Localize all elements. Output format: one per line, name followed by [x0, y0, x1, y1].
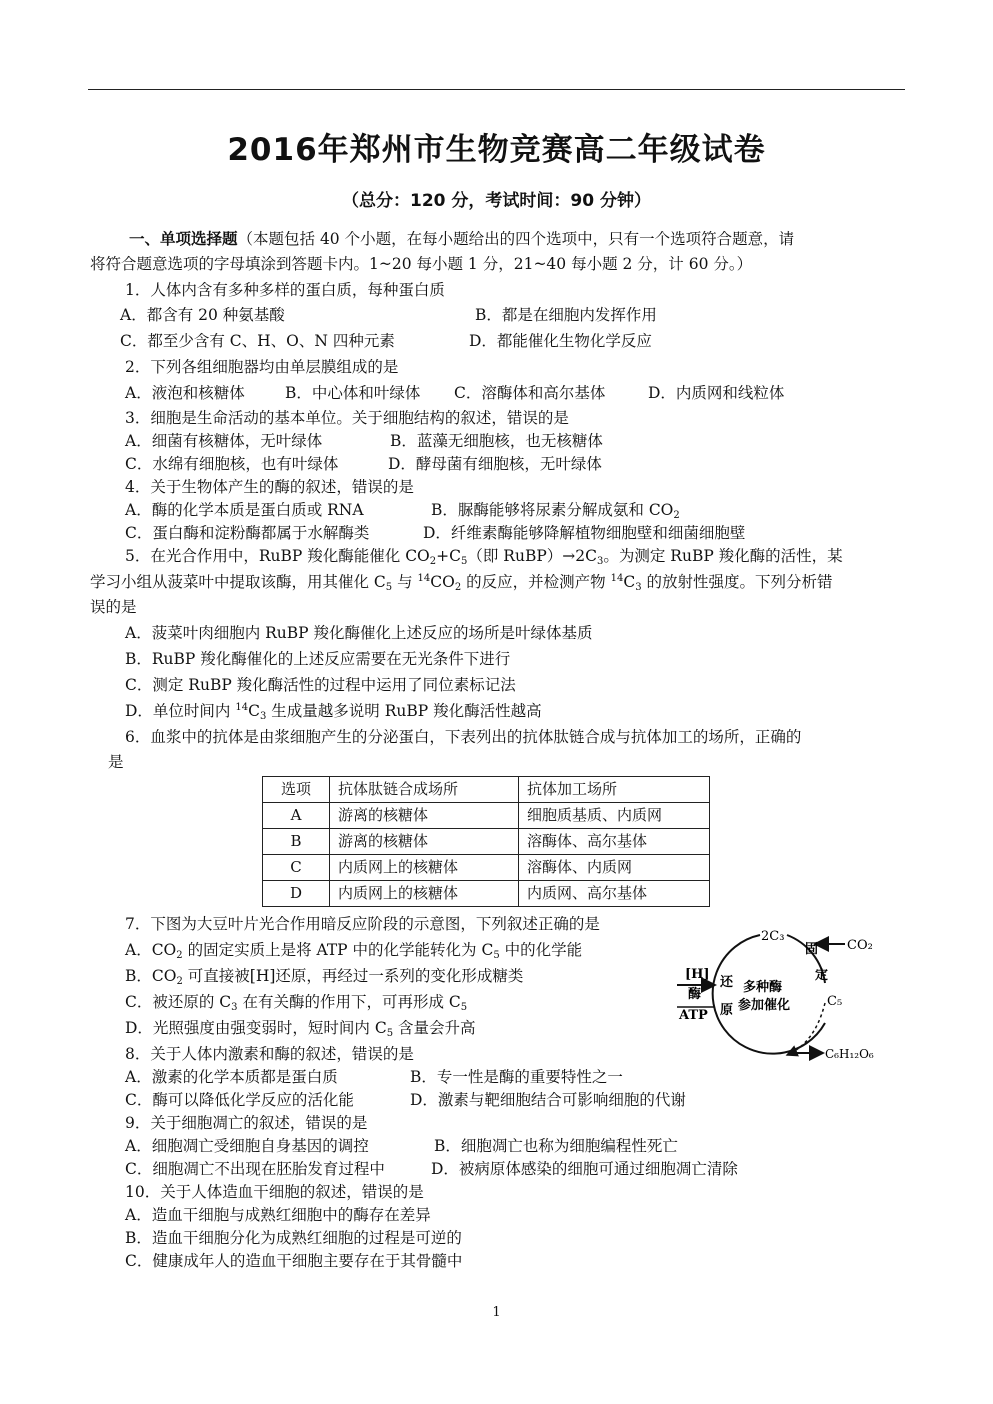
label-reduce-2: 原 [720, 1003, 734, 1018]
table-row [263, 803, 710, 829]
label-enzyme: 酶 [688, 987, 702, 1002]
section-intro-line2: 将符合题意选项的字母填涂到答题卡内。1~20 每小题 1 分，21~40 每小题 2 分，计 60 分。） [90, 255, 753, 273]
q4-option-c: C．蛋白酶和淀粉酶都属于水解酶类 [125, 524, 370, 542]
q1-option-c: C．都至少含有 C、H、O、N 四种元素 [120, 332, 395, 350]
label-2c3: 2C₃ [761, 929, 785, 944]
q6-table [262, 776, 710, 907]
q5-option-a: A．菠菜叶肉细胞内 RuBP 羧化酶催化上述反应的场所是叶绿体基质 [125, 624, 593, 642]
table-row [263, 829, 710, 855]
table-cell: 内质网上的核糖体 [330, 855, 519, 881]
label-h: [H] [685, 967, 710, 982]
dashed-arrow [787, 1003, 825, 1055]
table-cell: 游离的核糖体 [330, 803, 519, 829]
q10-option-c: C．健康成年人的造血干细胞主要存在于其骨髓中 [125, 1252, 463, 1270]
table-cell: 溶酶体、高尔基体 [519, 829, 710, 855]
q1-option-a: A．都含有 20 种氨基酸 [120, 306, 285, 324]
table-cell: C [263, 855, 330, 881]
q10-option-a: A．造血干细胞与成熟红细胞中的酶存在差异 [125, 1206, 431, 1224]
q3-option-b: B．蓝藻无细胞核，也无核糖体 [390, 432, 603, 450]
label-reduce-1: 还 [720, 975, 734, 990]
table-cell: 内质网上的核糖体 [330, 881, 519, 907]
label-c5: C₅ [827, 994, 843, 1009]
table-row [263, 881, 710, 907]
table-header-cell: 抗体加工场所 [519, 777, 710, 803]
q8-option-b: B．专一性是酶的重要特性之一 [410, 1068, 623, 1086]
q2-stem: 2．下列各组细胞器均由单层膜组成的是 [125, 358, 399, 376]
q5-option-c: C．测定 RuBP 羧化酶活性的过程中运用了同位素标记法 [125, 676, 516, 694]
q3-option-a: A．细菌有核糖体，无叶绿体 [125, 432, 323, 450]
q1-stem: 1．人体内含有多种多样的蛋白质，每种蛋白质 [125, 281, 445, 299]
q7-option-a: A．$CO_2$ 的固定实质上是将 ATP 中的化学能转化为 $C_5$ 中的化学能 [125, 941, 583, 961]
table-cell: B [263, 829, 330, 855]
page-number: 1 [492, 1305, 501, 1320]
q5-stem-line2: 学习小组从菠菜叶中提取该酶，用其催化 $C_5$ 与 $^{14}CO_2$ 的反应，并检测产物 $^{14}C_3$ 的放射性强度。下列分析错 [90, 573, 833, 593]
table-header-row [263, 777, 710, 803]
table-cell: 内质网、高尔基体 [519, 881, 710, 907]
header-rule [88, 89, 905, 90]
q4-option-a: A．酶的化学本质是蛋白质或 RNA [125, 501, 364, 519]
table-cell: A [263, 803, 330, 829]
q10-stem: 10．关于人体造血干细胞的叙述，错误的是 [125, 1183, 424, 1201]
q2-option-d: D．内质网和线粒体 [648, 384, 785, 402]
dark-reaction-diagram [675, 923, 885, 1075]
q4-option-d: D．纤维素酶能够降解植物细胞壁和细菌细胞壁 [423, 524, 746, 542]
q2-option-c: C．溶酶体和高尔基体 [454, 384, 606, 402]
table-cell: 溶酶体、内质网 [519, 855, 710, 881]
label-fix-2: 定 [815, 968, 829, 983]
q7-stem: 7．下图为大豆叶片光合作用暗反应阶段的示意图，下列叙述正确的是 [125, 915, 600, 933]
table-cell: 游离的核糖体 [330, 829, 519, 855]
q3-stem: 3．细胞是生命活动的基本单位。关于细胞结构的叙述，错误的是 [125, 409, 569, 427]
table-header-cell: 抗体肽链合成场所 [330, 777, 519, 803]
q9-option-c: C．细胞凋亡不出现在胚胎发育过程中 [125, 1160, 385, 1178]
q1-option-d: D．都能催化生物化学反应 [469, 332, 652, 350]
label-glucose: C₆H₁₂O₆ [825, 1047, 874, 1061]
section-intro-text: （本题包括 40 个小题，在每小题给出的四个选项中，只有一个选项符合题意，请 [237, 230, 795, 248]
page-subtitle: （总分：120 分，考试时间：90 分钟） [342, 191, 651, 211]
q8-option-d: D．激素与靶细胞结合可影响细胞的代谢 [410, 1091, 686, 1109]
table-cell: 细胞质基质、内质网 [519, 803, 710, 829]
q9-option-d: D．被病原体感染的细胞可通过细胞凋亡清除 [431, 1160, 738, 1178]
label-center-2: 参加催化 [738, 998, 791, 1013]
q9-option-a: A．细胞凋亡受细胞自身基因的调控 [125, 1137, 369, 1155]
q7-option-d: D．光照强度由强变弱时，短时间内 $C_5$ 含量会升高 [125, 1019, 476, 1039]
section-intro-line1 [129, 229, 794, 249]
q3-option-c: C．水绵有细胞核，也有叶绿体 [125, 455, 339, 473]
q7-option-b: B．$CO_2$ 可直接被[H]还原，再经过一系列的变化形成糖类 [125, 967, 524, 987]
q2-option-b: B．中心体和叶绿体 [285, 384, 421, 402]
q8-stem: 8．关于人体内激素和酶的叙述，错误的是 [125, 1045, 414, 1063]
q5-option-b: B．RuBP 羧化酶催化的上述反应需要在无光条件下进行 [125, 650, 511, 668]
q5-stem-line3: 误的是 [90, 598, 137, 616]
q5-option-d: D．单位时间内 $^{14}C_3$ 生成量越多说明 RuBP 羧化酶活性越高 [125, 702, 542, 722]
q8-option-a: A．激素的化学本质都是蛋白质 [125, 1068, 338, 1086]
section-heading: 一、单项选择题 [129, 229, 238, 248]
label-center-1: 多种酶 [743, 980, 783, 995]
q7-option-c: C．被还原的 $C_3$ 在有关酶的作用下，可再形成 $C_5$ [125, 993, 468, 1013]
q6-stem-tail: 是 [108, 753, 124, 771]
page-title: 2016年郑州市生物竞赛高二年级试卷 [227, 132, 766, 168]
table-cell: D [263, 881, 330, 907]
q9-option-b: B．细胞凋亡也称为细胞编程性死亡 [434, 1137, 678, 1155]
q5-stem-line1: 5．在光合作用中，RuBP 羧化酶能催化 $CO_2+C_5$（即 $RuBP)\to 2C_3$。为测定 RuBP 羧化酶的活性，某 [125, 547, 843, 567]
label-co2: CO₂ [847, 938, 873, 953]
q9-stem: 9．关于细胞凋亡的叙述，错误的是 [125, 1114, 368, 1132]
q4-option-b: B．脲酶能够将尿素分解成氨和 $CO_2$ [431, 501, 680, 521]
q2-option-a: A．液泡和核糖体 [125, 384, 245, 402]
q4-stem: 4．关于生物体产生的酶的叙述，错误的是 [125, 478, 414, 496]
q3-option-d: D．酵母菌有细胞核，无叶绿体 [388, 455, 602, 473]
q10-option-b: B．造血干细胞分化为成熟红细胞的过程是可逆的 [125, 1229, 462, 1247]
q6-stem: 6．血浆中的抗体是由浆细胞产生的分泌蛋白，下表列出的抗体肽链合成与抗体加工的场所，正确的 [125, 728, 802, 746]
label-atp: ATP [679, 1008, 708, 1023]
label-fix-1: 固 [805, 942, 819, 957]
table-row [263, 855, 710, 881]
table-header-cell: 选项 [263, 777, 330, 803]
q1-option-b: B．都是在细胞内发挥作用 [475, 306, 657, 324]
q8-option-c: C．酶可以降低化学反应的活化能 [125, 1091, 354, 1109]
